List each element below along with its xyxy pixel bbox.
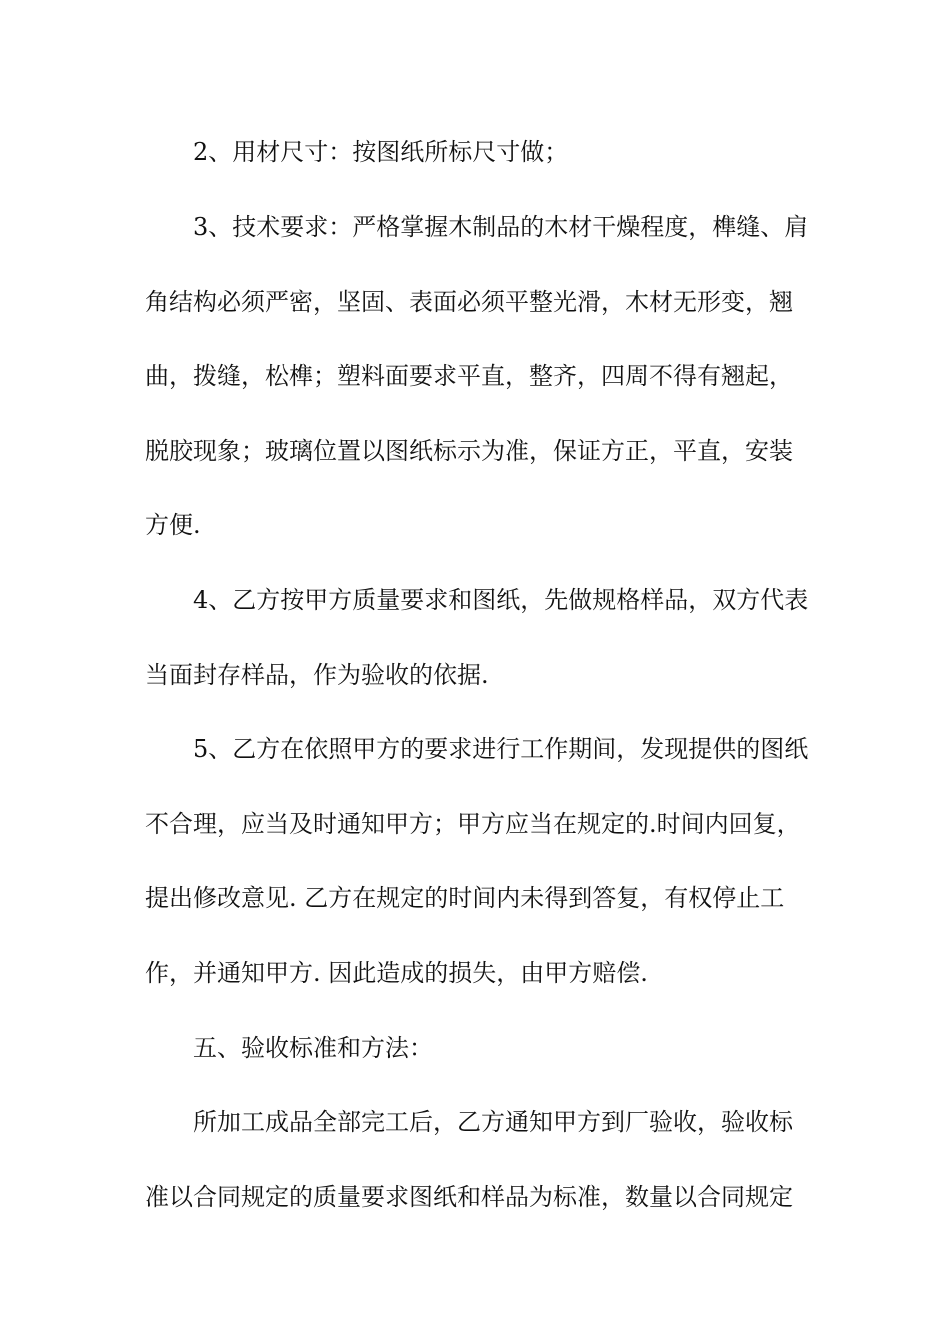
text-line: 2、用材尺寸：按图纸所标尺寸做； xyxy=(193,138,569,166)
text-line: 曲，拨缝，松榫；塑料面要求平直，整齐，四周不得有翘起， xyxy=(145,362,793,390)
text-line: 方便. xyxy=(145,511,201,539)
section-heading: 五、验收标准和方法： xyxy=(193,1034,433,1062)
text-line: 5、乙方在依照甲方的要求进行工作期间，发现提供的图纸 xyxy=(193,735,809,763)
text-line: 3、技术要求：严格掌握木制品的木材干燥程度，榫缝、肩 xyxy=(193,213,809,241)
text-line: 4、乙方按甲方质量要求和图纸，先做规格样品，双方代表 xyxy=(193,586,809,614)
text-line: 当面封存样品，作为验收的依据. xyxy=(145,661,489,689)
text-line: 提出修改意见. 乙方在规定的时间内未得到答复，有权停止工 xyxy=(145,884,785,912)
text-line: 作，并通知甲方. 因此造成的损失，由甲方赔偿. xyxy=(145,959,648,987)
text-line: 不合理，应当及时通知甲方；甲方应当在规定的.时间内回复， xyxy=(145,810,801,838)
text-line: 准以合同规定的质量要求图纸和样品为标准，数量以合同规定 xyxy=(145,1183,793,1211)
text-line: 脱胶现象；玻璃位置以图纸标示为准，保证方正，平直，安装 xyxy=(145,437,793,465)
text-line: 所加工成品全部完工后，乙方通知甲方到厂验收，验收标 xyxy=(193,1108,793,1136)
text-line: 角结构必须严密，坚固、表面必须平整光滑，木材无形变，翘 xyxy=(145,288,793,316)
